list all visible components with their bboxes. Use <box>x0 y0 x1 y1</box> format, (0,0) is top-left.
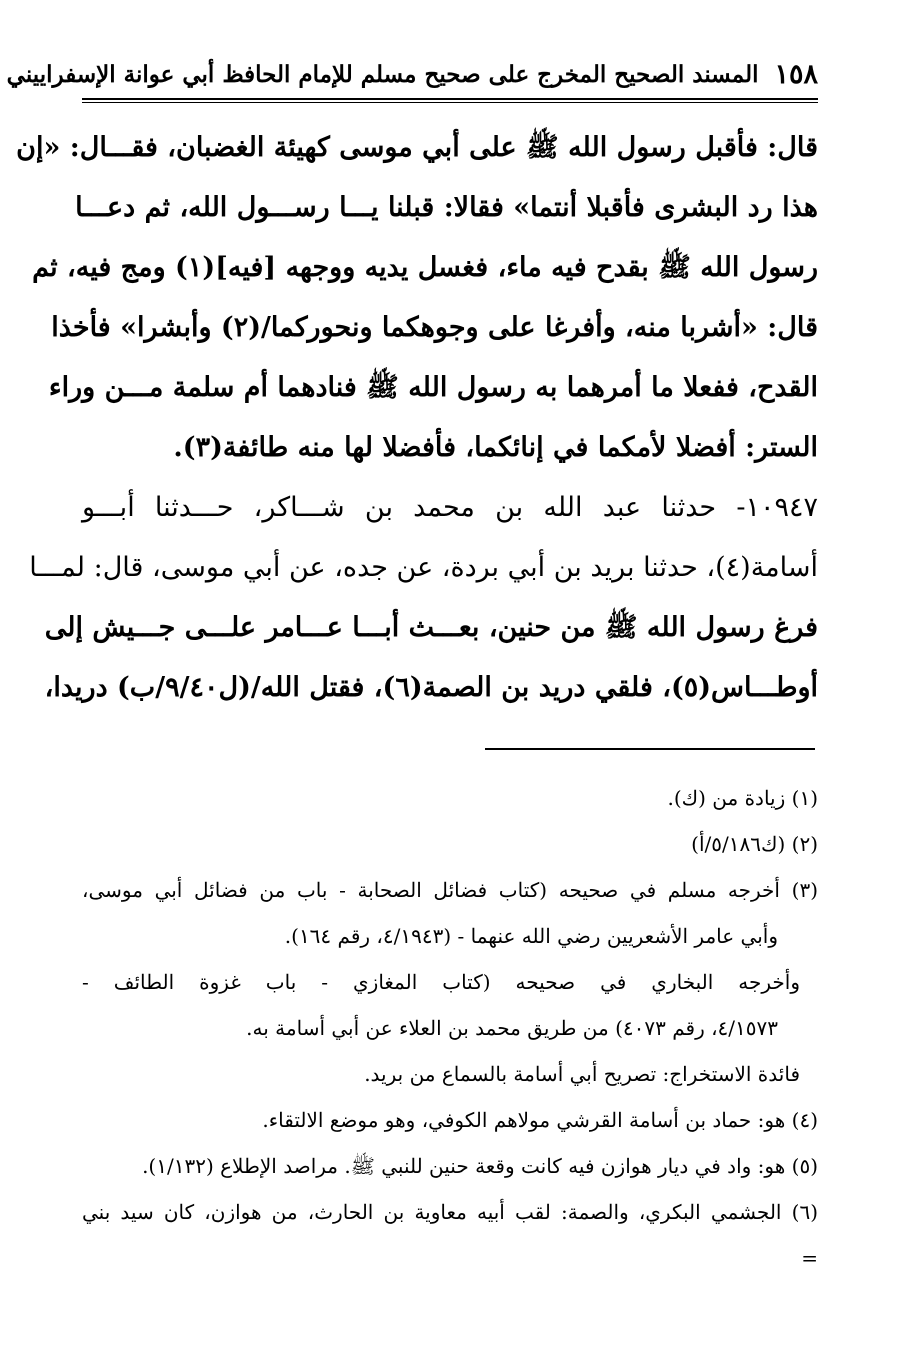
text-line: قال: فأقبل رسول الله ﷺ على أبي موسى كهيئة الغضبان، فقـــال: «إن <box>16 132 818 163</box>
text-line: هذا رد البشرى فأقبلا أنتما» فقالا: قبلنا يـــا رســـول الله، ثم دعـــا <box>75 192 818 223</box>
footnote-line: وأبي عامر الأشعريين رضي الله عنهما - (٤/١٩٤٣، رقم ١٦٤). <box>284 924 778 948</box>
footnotes <box>82 775 818 1281</box>
footnote-line: (١) زيادة من (ك). <box>667 786 818 810</box>
text-line: الستر: أفضلا لأمكما في إنائكما، فأفضلا لها منه طائفة(٣). <box>173 432 818 463</box>
footnote-line: (٦) الجشمي البكري، والصمة: لقب أبيه معاوية بن الحارث، من هوازن، كان سيد بني <box>82 1200 818 1224</box>
footnote-separator <box>485 748 815 750</box>
main-text <box>16 118 818 718</box>
footnote-line: (٢) (ك٥/١٨٦/أ) <box>691 832 818 856</box>
header-rule <box>82 98 818 103</box>
footnote-line: وأخرجه البخاري في صحيحه (كتاب المغازي - باب غزوة الطائف - <box>82 970 800 994</box>
text-line: فرغ رسول الله ﷺ من حنين، بعـــث أبـــا عـــامر علـــى جـــيش إلى <box>44 612 818 643</box>
page-number: ١٥٨ <box>774 58 818 90</box>
footnote-line: (٣) أخرجه مسلم في صحيحه (كتاب فضائل الصحابة - باب من فضائل أبي موسى، <box>82 878 818 902</box>
text-line: قال: «أشربا منه، وأفرغا على وجوهكما ونحوركما/(٢) وأبشرا» فأخذا <box>51 312 818 343</box>
text-line: أوطـــاس(٥)، فلقي دريد بن الصمة(٦)، فقتل الله/(ل٩/٤٠/ب) دريدا، <box>44 672 818 703</box>
text-line: ١٠٩٤٧- حدثنا عبد الله بن محمد بن شـــاكر، حـــدثنا أبـــو <box>82 492 818 523</box>
text-line: أسامة(٤)، حدثنا بريد بن أبي بردة، عن جده، عن أبي موسى، قال: لمـــا <box>29 552 818 583</box>
footnote-line: ٤/١٥٧٣، رقم ٤٠٧٣) من طريق محمد بن العلاء عن أبي أسامة به. <box>246 1016 778 1040</box>
text-line: رسول الله ﷺ بقدح فيه ماء، فغسل يديه ووجهه [فيه](١) ومج فيه، ثم <box>32 252 818 283</box>
text-line: القدح، ففعلا ما أمرهما به رسول الله ﷺ فنادهما أم سلمة مـــن وراء <box>48 372 818 403</box>
header-title: المسند الصحيح المخرج على صحيح مسلم للإمام الحافظ أبي عوانة الإسفراييني <box>6 60 759 88</box>
footnote-line: = <box>801 1246 818 1270</box>
running-header <box>6 52 818 96</box>
footnote-line: (٥) هو: واد في ديار هوازن فيه كانت وقعة حنين للنبي ﷺ. مراصد الإطلاع (١/١٣٢). <box>142 1154 818 1178</box>
footnote-line: (٤) هو: حماد بن أسامة القرشي مولاهم الكوفي، وهو موضع الالتقاء. <box>262 1108 818 1132</box>
footnote-line: فائدة الاستخراج: تصريح أبي أسامة بالسماع من بريد. <box>364 1062 800 1086</box>
